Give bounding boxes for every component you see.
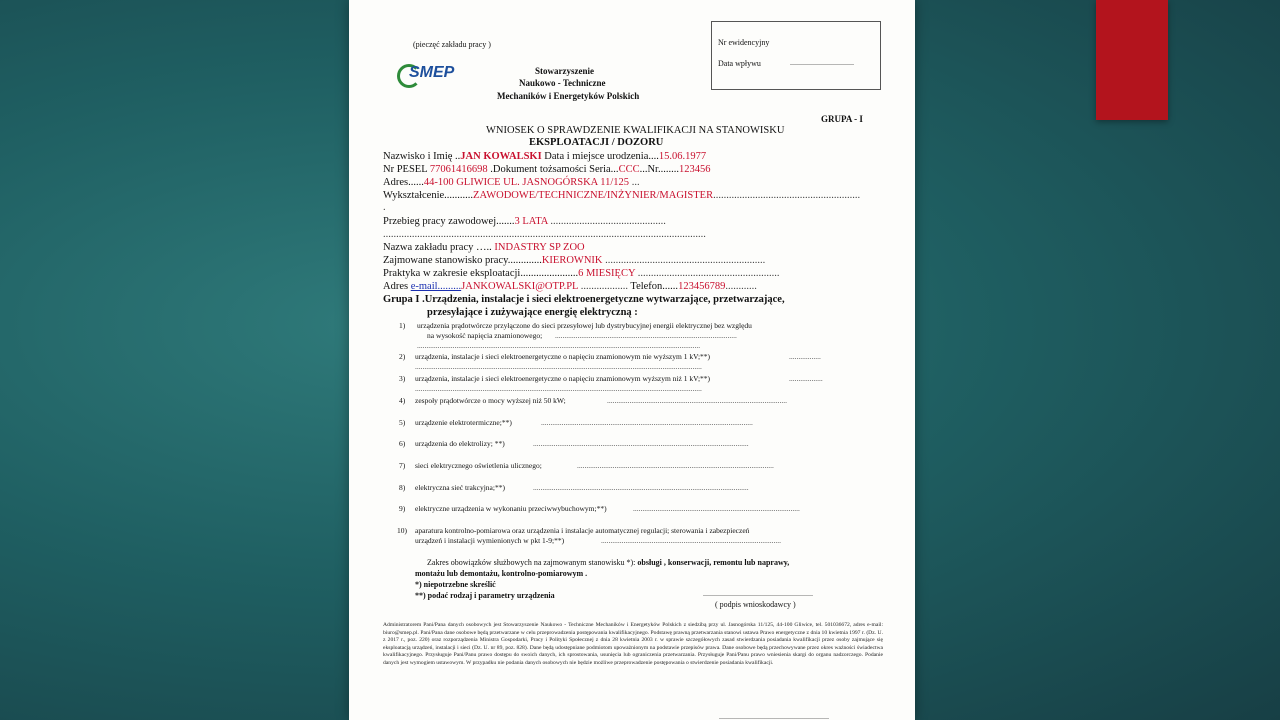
item-text: urządzenia, instalacje i sieci elektroenergetyczne o napięciu znamionowym wyższym niż 1 kV;**) xyxy=(415,374,711,383)
org-line-3: Mechaników i Energetyków Polskich xyxy=(497,91,640,101)
item-dots: .................. xyxy=(789,374,823,383)
position-row xyxy=(383,255,765,266)
group-heading-2: przesyłające i zużywające energię elektryczną : xyxy=(427,307,638,318)
item-dots: ....................................................................................................................................................... xyxy=(417,341,701,350)
education-row xyxy=(383,190,860,201)
item-dots: ................................................................................................ xyxy=(601,536,781,545)
name-label: Nazwisko i Imię .. xyxy=(383,151,461,162)
item-number: 3) xyxy=(399,374,406,383)
title-line-1: WNIOSEK O SPRAWDZENIE KWALIFIKACJI NA STANOWISKU xyxy=(486,125,785,136)
note-2: **) podać rodzaj i parametry urządzenia xyxy=(415,591,555,600)
education-dots: ........................................................ xyxy=(713,190,861,201)
item-number: 10) xyxy=(397,526,407,535)
item-dots: ......................................................................................................................................................... xyxy=(415,384,702,393)
practice-label: Praktyka w zakresie eksploatacji...................... xyxy=(383,268,579,279)
work-value: 3 LATA xyxy=(514,216,548,227)
org-line-2: Naukowo - Techniczne xyxy=(519,78,606,88)
name-value: JAN KOWALSKI xyxy=(460,151,542,162)
birth-label: Data i miejsce urodzenia.... xyxy=(541,151,659,162)
address-dots: ... xyxy=(629,177,640,188)
doc-series: CCC xyxy=(618,164,640,175)
practice-value: 6 MIESIĘCY xyxy=(578,268,636,279)
signature-label: ( podpis wnioskodawcy ) xyxy=(715,600,796,609)
smep-logo xyxy=(397,62,507,92)
education-label: Wykształcenie........... xyxy=(383,190,474,201)
title-line-2: EKSPLOATACJI / DOZORU xyxy=(529,137,664,148)
item-text-cont: urządzeń i instalacji wymienionych w pkt 1-9;**) xyxy=(415,536,565,545)
item-number: 8) xyxy=(399,483,406,492)
blank-line-1: . xyxy=(383,202,386,213)
work-label: Przebieg pracy zawodowej....... xyxy=(383,216,515,227)
bottom-signature-line: ....................................................... xyxy=(719,712,829,720)
company-row xyxy=(383,242,585,253)
phone-label: Telefon...... xyxy=(630,281,679,292)
scope-intro: Zakres obowiązków służbowych na zajmowanym stanowisku *): xyxy=(427,558,638,567)
item-dots: ................................................................................................................... xyxy=(533,483,749,492)
item-number: 5) xyxy=(399,418,406,427)
name-row xyxy=(383,151,706,162)
company-label: Nazwa zakładu pracy ….. xyxy=(383,242,495,253)
doc-label: .Dokument tożsamości Seria... xyxy=(487,164,619,175)
phone-dots: ............ xyxy=(725,281,757,292)
practice-dots: ...................................................... xyxy=(635,268,780,279)
item-text-cont: na wysokość napięcia znamionowego; xyxy=(427,331,543,340)
scope-row-1 xyxy=(427,558,789,567)
item-text: zespoły prądotwórcze o mocy wyższej niż 50 kW; xyxy=(415,396,566,405)
item-dots: ................................................................................................ xyxy=(607,396,787,405)
item-dots: ................. xyxy=(789,352,821,361)
pesel-row xyxy=(383,164,710,175)
signature-line: ....................................................... xyxy=(703,589,813,598)
item-dots: ................................................................................................................. xyxy=(541,418,753,427)
item-text: urządzenia, instalacje i sieci elektroenergetyczne o napięciu znamionowym nie wyższym 1 kV;**) xyxy=(415,352,711,361)
email-row xyxy=(383,281,757,292)
email-label: e-mail......... xyxy=(410,281,462,292)
item-dots: ................................................................................................. xyxy=(555,331,737,340)
item-dots: ................................................................................................................... xyxy=(533,439,749,448)
email-prefix: Adres xyxy=(383,281,411,292)
document-page xyxy=(349,0,915,720)
stamp-label: (pieczęć zakładu pracy ) xyxy=(413,40,491,49)
gdpr-notice: Administratorem Pani/Pana danych osobowych jest Stowarzyszenie Naukowo - Techniczne Mechaników i Energetyków Polskich z siedzibą przy ul. Jasnogórska 11/125, 44-100 Gliwice, tel. 501036672, adres e-mail: biuro@smep.pl. Pani/Pana dane osobowe będą przetwarzane w celu przeprowadzenia postępowania kwalifikacyjnego. Podstawę prawną przetwarzania stanowi ustawa Prawo energetyczne z dnia 10 kwietnia 1997 r. (Dz. U. z 2017 r., poz. 220) oraz rozporządzenia Ministra Gospodarki, Pracy i Polityki Społecznej z dnia 28 kwietnia 2003 r. w sprawie szczegółowych zasad stwierdzania posiadania kwalifikacji przez osoby zajmujące się eksploatacją urządzeń, instalacji i sieci (Dz. U. nr 89, poz. 828). Dane będą udostępniane podmiotom upoważnionym na podstawie przepisów prawa. Dane osobowe będą przechowywane przez okres ważności świadectwa kwalifikacyjnego. Przysługuje Pani/Panu prawo dostępu do swoich danych, ich sprostowania, usunięcia lub ograniczenia przetwarzania. Przysługuje Pani/Panu prawo wniesienia skargi do organu nadzorczego. Podanie danych jest wymogiem ustawowym. W przypadku nie podania danych osobowych nie będzie możliwe przeprowadzenie postępowania o stwierdzenie posiadania kwalifikacji. xyxy=(383,622,883,666)
item-number: 2) xyxy=(399,352,406,361)
item-text: aparatura kontrolno-pomiarowa oraz urządzenia i instalacje automatycznej regulacji; sterowania i zabezpieczeń xyxy=(415,526,750,535)
item-text: urządzenia prądotwórcze przyłączone do sieci przesyłowej lub dystrybucyjnej energii elektrycznej bez względu xyxy=(417,321,752,330)
date-label: Data wpływu xyxy=(718,59,761,68)
item-dots: ......................................................................................................................................................... xyxy=(415,362,702,371)
registration-box xyxy=(711,21,881,90)
position-dots: ............................................................. xyxy=(602,255,766,266)
address-value: 44-100 GLIWICE UL. JASNOGÓRSKA 11/125 xyxy=(423,177,630,188)
date-dots: ................................ xyxy=(790,58,854,67)
item-text: sieci elektrycznego oświetlenia ulicznego; xyxy=(415,461,542,470)
group-heading-1: Grupa I .Urządzenia, instalacje i sieci elektroenergetyczne wytwarzające, przetwarzające, xyxy=(383,294,785,305)
item-dots: ......................................................................................................... xyxy=(577,461,774,470)
doc-nr-label: ...Nr........ xyxy=(639,164,679,175)
item-text: elektryczna sieć trakcyjna;**) xyxy=(415,483,505,492)
education-value: ZAWODOWE/TECHNICZNE/INŻYNIER/MAGISTER xyxy=(473,190,714,201)
red-accent-bar xyxy=(1096,0,1168,120)
work-row xyxy=(383,216,666,227)
item-number: 7) xyxy=(399,461,406,470)
position-label: Zajmowane stanowisko pracy............. xyxy=(383,255,542,266)
item-number: 1) xyxy=(399,321,406,330)
position-value: KIEROWNIK xyxy=(541,255,603,266)
address-label: Adres...... xyxy=(383,177,424,188)
note-1: *) niepotrzebne skreślić xyxy=(415,580,496,589)
phone-value: 123456789 xyxy=(678,281,726,292)
email-value: JANKOWALSKI@OTP.PL xyxy=(461,281,579,292)
birth-value: 15.06.1977 xyxy=(658,151,707,162)
pesel-label: Nr PESEL xyxy=(383,164,430,175)
email-dots: .................. xyxy=(578,281,631,292)
nr-label: Nr ewidencyjny xyxy=(718,38,770,47)
item-dots: ......................................................................................... xyxy=(633,504,800,513)
item-text: elektryczne urządzenia w wykonaniu przeciwwybuchowym;**) xyxy=(415,504,607,513)
logo-text: SMEP xyxy=(409,64,455,81)
item-number: 9) xyxy=(399,504,406,513)
item-number: 4) xyxy=(399,396,406,405)
doc-nr: 123456 xyxy=(678,164,711,175)
org-line-1: Stowarzyszenie xyxy=(535,66,594,76)
item-text: urządzenie elektrotermiczne;**) xyxy=(415,418,512,427)
blank-line-2: ........................................................................................................................... xyxy=(383,229,706,240)
address-row xyxy=(383,177,640,188)
practice-row xyxy=(383,268,780,279)
item-number: 6) xyxy=(399,439,406,448)
scope-bold-1: obsługi , konserwacji, remontu lub naprawy, xyxy=(637,558,790,567)
work-dots: ............................................ xyxy=(547,216,666,227)
item-text: urządzenia do elektrolizy; **) xyxy=(415,439,505,448)
group-label: GRUPA - I xyxy=(821,114,863,124)
company-value: INDASTRY SP ZOO xyxy=(494,242,585,253)
scope-bold-2: montażu lub demontażu, kontrolno-pomiarowym . xyxy=(415,569,588,578)
pesel-value: 77061416698 xyxy=(429,164,488,175)
